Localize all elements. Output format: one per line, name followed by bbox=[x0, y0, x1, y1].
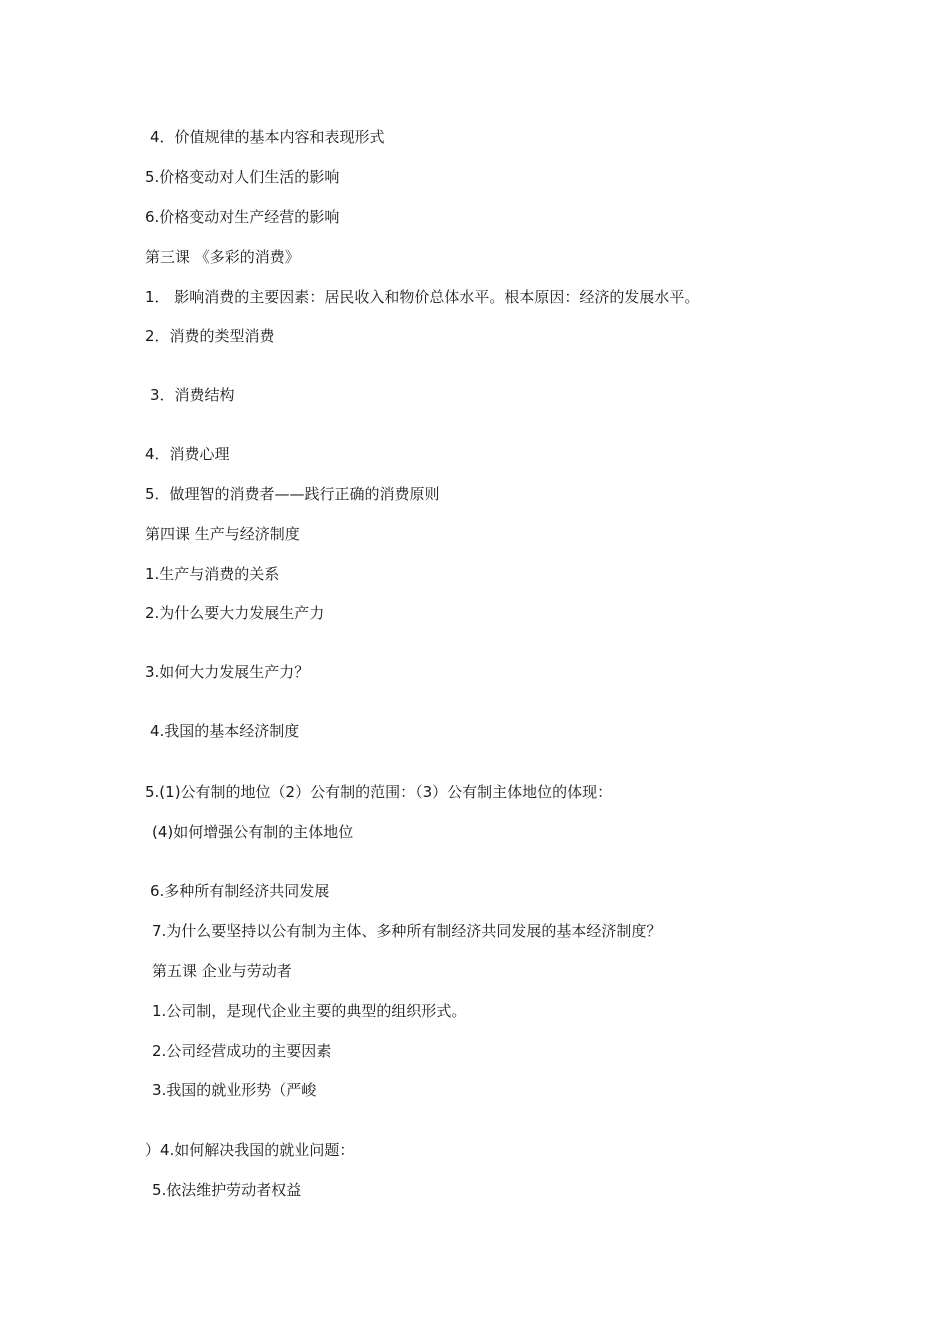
text-line: 2.公司经营成功的主要因素 bbox=[152, 1042, 332, 1060]
text-line: 6.多种所有制经济共同发展 bbox=[150, 882, 330, 900]
text-line: 3.如何大力发展生产力？ bbox=[145, 663, 310, 681]
text-line: 1.生产与消费的关系 bbox=[145, 565, 280, 583]
section-heading: 第五课 企业与劳动者 bbox=[152, 962, 292, 980]
section-heading: 第三课 《多彩的消费》 bbox=[145, 248, 300, 266]
section-heading: 第四课 生产与经济制度 bbox=[145, 525, 300, 543]
text-line: 5.(1)公有制的地位（2）公有制的范围：（3）公有制主体地位的体现： bbox=[145, 783, 613, 801]
text-line: 7.为什么要坚持以公有制为主体、多种所有制经济共同发展的基本经济制度？ bbox=[152, 922, 662, 940]
text-line: 2.为什么要大力发展生产力 bbox=[145, 604, 325, 622]
text-line: 4．价值规律的基本内容和表现形式 bbox=[150, 128, 385, 146]
text-line: 6.价格变动对生产经营的影响 bbox=[145, 208, 340, 226]
text-line: 5．做理智的消费者——践行正确的消费原则 bbox=[145, 485, 440, 503]
text-line: 4.我国的基本经济制度 bbox=[150, 722, 300, 740]
text-line: 1． 影响消费的主要因素：居民收入和物价总体水平。根本原因：经济的发展水平。 bbox=[145, 288, 700, 306]
text-line: 4．消费心理 bbox=[145, 445, 230, 463]
text-line: 5.依法维护劳动者权益 bbox=[152, 1181, 302, 1199]
text-line: 3．消费结构 bbox=[150, 386, 235, 404]
text-line: 2．消费的类型消费 bbox=[145, 327, 275, 345]
text-line: 1.公司制，是现代企业主要的典型的组织形式。 bbox=[152, 1002, 467, 1020]
text-line: 3.我国的就业形势（严峻 bbox=[152, 1081, 317, 1099]
text-line: (4)如何增强公有制的主体地位 bbox=[152, 823, 354, 841]
text-line: 5.价格变动对人们生活的影响 bbox=[145, 168, 340, 186]
text-line: ）4.如何解决我国的就业问题： bbox=[145, 1141, 355, 1159]
